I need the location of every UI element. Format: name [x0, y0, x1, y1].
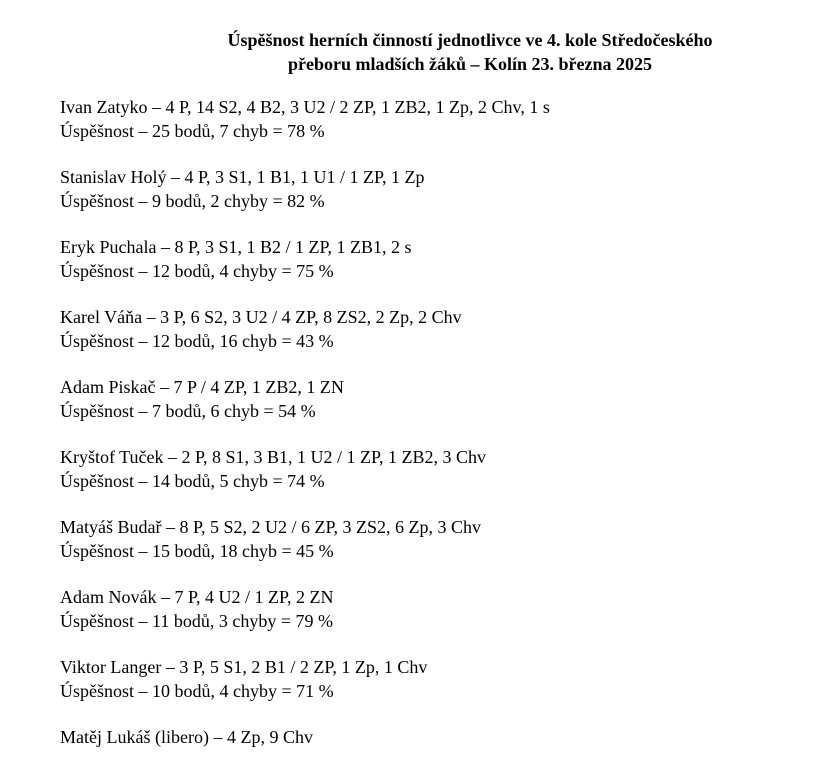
player-stats-line: Viktor Langer – 3 P, 5 S1, 2 B1 / 2 ZP, 1 Zp, 1 Chv	[60, 657, 428, 677]
player-stats-line: Matěj Lukáš (libero) – 4 Zp, 9 Chv	[60, 727, 313, 747]
player-stats-line: Ivan Zatyko – 4 P, 14 S2, 4 B2, 3 U2 / 2 ZP, 1 ZB2, 1 Zp, 2 Chv, 1 s	[60, 97, 550, 117]
player-entry	[60, 726, 760, 750]
player-success-line: Úspěšnost – 15 bodů, 18 chyb = 45 %	[60, 540, 334, 561]
player-entry	[60, 96, 760, 143]
player-success-line: Úspěšnost – 12 bodů, 16 chyb = 43 %	[60, 330, 334, 351]
player-entries	[60, 96, 760, 750]
player-entry	[60, 446, 760, 493]
player-success-line: Úspěšnost – 25 bodů, 7 chyb = 78 %	[60, 120, 325, 141]
player-entry	[60, 376, 760, 423]
player-stats-line: Karel Váňa – 3 P, 6 S2, 3 U2 / 4 ZP, 8 ZS2, 2 Zp, 2 Chv	[60, 307, 462, 327]
player-entry	[60, 516, 760, 563]
title-line-1: Úspěšnost herních činností jednotlivce ve 4. kole Středočeského	[227, 30, 713, 50]
player-stats-line: Eryk Puchala – 8 P, 3 S1, 1 B2 / 1 ZP, 1 ZB1, 2 s	[60, 237, 412, 257]
player-stats-line: Adam Novák – 7 P, 4 U2 / 1 ZP, 2 ZN	[60, 587, 334, 607]
player-entry	[60, 166, 760, 213]
player-entry	[60, 306, 760, 353]
player-stats-line: Matyáš Budař – 8 P, 5 S2, 2 U2 / 6 ZP, 3 ZS2, 6 Zp, 3 Chv	[60, 517, 482, 537]
player-stats-line: Stanislav Holý – 4 P, 3 S1, 1 B1, 1 U1 / 1 ZP, 1 Zp	[60, 167, 425, 187]
player-success-line: Úspěšnost – 9 bodů, 2 chyby = 82 %	[60, 190, 325, 211]
player-stats-line: Kryštof Tuček – 2 P, 8 S1, 3 B1, 1 U2 / 1 ZP, 1 ZB2, 3 Chv	[60, 447, 487, 467]
player-entry	[60, 236, 760, 283]
player-stats-line: Adam Piskač – 7 P / 4 ZP, 1 ZB2, 1 ZN	[60, 377, 344, 397]
player-entry	[60, 656, 760, 703]
page-title	[60, 0, 824, 76]
player-success-line: Úspěšnost – 11 bodů, 3 chyby = 79 %	[60, 610, 333, 631]
title-line-2: přeboru mladších žáků – Kolín 23. března 2025	[287, 54, 653, 74]
player-success-line: Úspěšnost – 7 bodů, 6 chyb = 54 %	[60, 400, 316, 421]
player-success-line: Úspěšnost – 14 bodů, 5 chyb = 74 %	[60, 470, 325, 491]
player-success-line: Úspěšnost – 10 bodů, 4 chyby = 71 %	[60, 680, 334, 701]
player-entry	[60, 586, 760, 633]
player-success-line: Úspěšnost – 12 bodů, 4 chyby = 75 %	[60, 260, 334, 281]
